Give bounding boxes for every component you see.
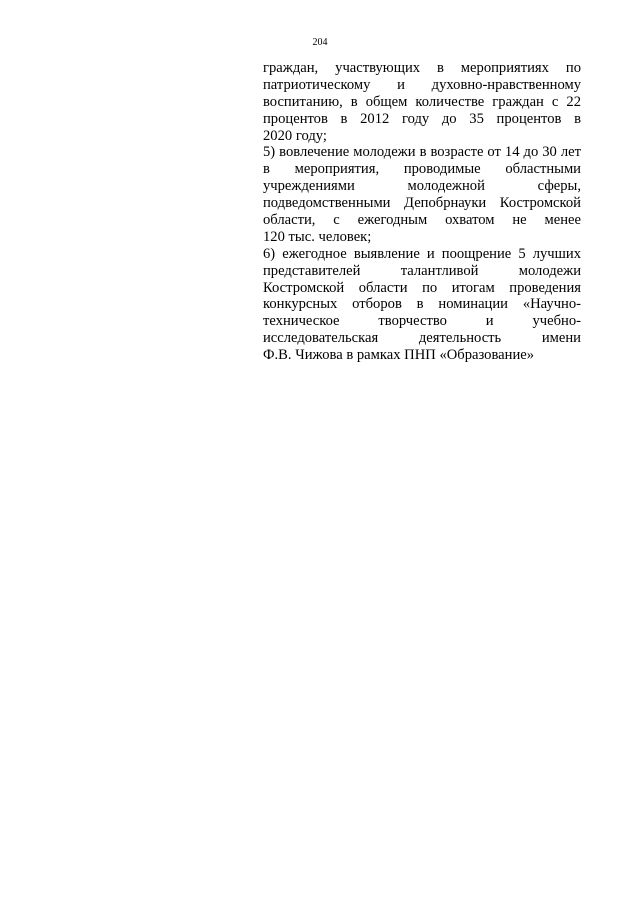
text-line: патриотическому и духовно-нравственному: [263, 76, 581, 93]
page-number: 204: [312, 37, 328, 48]
text-line: 2020 году;: [263, 127, 327, 144]
text-line: подведомственными Депобрнауки Костромской: [263, 195, 581, 212]
text-line: в мероприятия, проводимые областными: [263, 161, 581, 178]
text-line: области, с ежегодным охватом не менее: [263, 212, 581, 229]
text-line: Ф.В. Чижова в рамках ПНП «Образование»: [263, 347, 535, 364]
text-line: 5) вовлечение молодежи в возрасте от 14 до 30 лет: [263, 144, 581, 161]
text-line: 120 тыс. человек;: [263, 228, 372, 245]
body-text: [263, 60, 581, 364]
text-line: учреждениями молодежной сферы,: [263, 178, 581, 195]
text-line: воспитанию, в общем количестве граждан с 22: [263, 93, 581, 110]
text-line: исследовательская деятельность имени: [263, 330, 581, 347]
text-line: Костромской области по итогам проведения: [263, 279, 581, 296]
text-line: конкурсных отборов в номинации «Научно-: [263, 296, 581, 313]
text-line: 6) ежегодное выявление и поощрение 5 лучших: [263, 245, 581, 262]
text-line: техническое творчество и учебно-: [263, 313, 581, 330]
text-line: граждан, участвующих в мероприятиях по: [263, 60, 581, 76]
text-line: представителей талантливой молодежи: [263, 262, 581, 279]
text-line: процентов в 2012 году до 35 процентов в: [263, 110, 581, 127]
